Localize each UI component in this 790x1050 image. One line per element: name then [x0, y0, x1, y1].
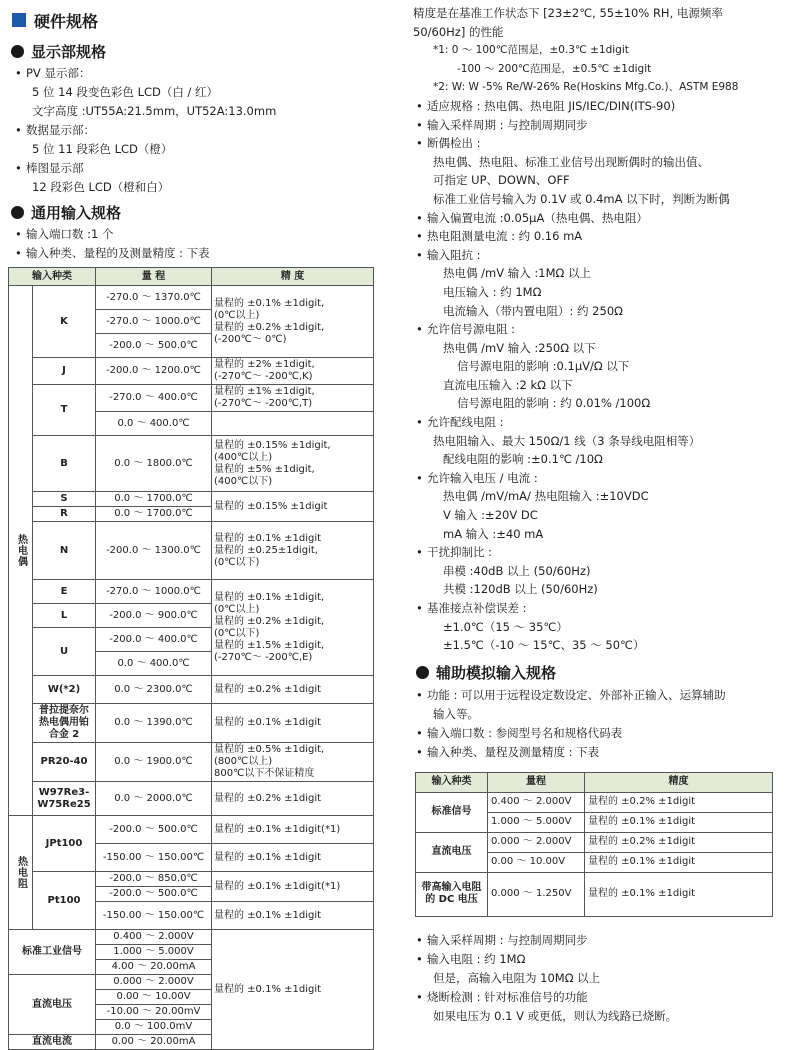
accuracy-cell: 量程的 ±0.1% ±1digit 量程的 ±0.25±1digit, (0℃以下) — [212, 522, 374, 580]
text-line: 文字高度 :UT55A:21.5mm，UT52A:13.0mm — [32, 104, 277, 118]
accuracy-cell: 量程的 ±0.1% ±1digit(*1) — [212, 816, 374, 844]
bullet-item: • 适应规格 : 热电偶、热电阻 JIS/IEC/DIN(ITS-90) — [413, 97, 785, 116]
range-cell: -270.0 ～ 1370.0℃ — [96, 286, 212, 310]
accuracy-cell: 量程的 ±0.2% ±1digit — [585, 832, 773, 852]
range-cell: -200.0 ～ 500.0℃ — [96, 887, 212, 902]
type-cell: T — [33, 385, 96, 436]
range-cell: 0.0 ～ 2300.0℃ — [96, 676, 212, 704]
accuracy-cell: 量程的 ±0.1% ±1digit — [212, 844, 374, 872]
table-row — [9, 580, 374, 604]
bullet-item: • 烧断检测 : 针对标准信号的功能 — [413, 988, 785, 1007]
bullet-item: • 基准接点补偿误差 : — [413, 599, 785, 618]
accuracy-cell: 量程的 ±2% ±1digit, (-270℃～ -200℃,K) — [212, 358, 374, 385]
type-cell: B — [33, 436, 96, 492]
group-cell: 热电阻 — [9, 816, 33, 930]
bullet-item: • 热电阻测量电流 : 约 0.16 mA — [413, 227, 785, 246]
type-cell: E — [33, 580, 96, 604]
text-line: *1: 0 ～ 100℃范围是，±0.3℃ ±1digit — [433, 44, 629, 57]
range-cell: 0.0 ～ 400.0℃ — [96, 412, 212, 436]
bullet-item: • 断偶检出 : — [413, 134, 785, 153]
bullet-item: • 输入采样周期 : 与控制周期同步 — [413, 116, 785, 135]
range-cell: -270.0 ～ 1000.0℃ — [96, 310, 212, 334]
bullet-item: • 输入偏置电流 :0.05μA（热电偶、热电阻） — [413, 209, 785, 228]
text-line: mA 输入 :±40 mA — [443, 526, 544, 541]
accuracy-cell: 量程的 ±0.5% ±1digit, (800℃以上) 800℃以下不保证精度 — [212, 743, 374, 782]
range-cell: -200.0 ～ 500.0℃ — [96, 816, 212, 844]
hardware-title: 硬件规格 — [34, 11, 99, 31]
type-cell: U — [33, 628, 96, 676]
bullet-item: • 输入电阻 : 约 1MΩ — [413, 950, 785, 969]
range-cell: -270.0 ～ 1000.0℃ — [96, 580, 212, 604]
text-line: 标准工业信号输入为 0.1V 或 0.4mA 以下时，判断为断偶 — [433, 191, 730, 206]
aux-input-list-2 — [413, 931, 785, 1026]
bullet-item: • 输入种类、量程及测量精度 : 下表 — [413, 743, 785, 762]
accuracy-cell: 量程的 ±0.1% ±1digit — [212, 930, 374, 1050]
type-cell: Pt100 — [33, 872, 96, 930]
table-row — [9, 385, 374, 412]
circle-bullet-icon — [11, 206, 24, 219]
text-line: ±1.0℃（15 ～ 35℃） — [443, 619, 568, 634]
range-cell: 0.000 ～ 2.000V — [488, 832, 585, 852]
text-line: 5 位 11 段彩色 LCD（橙） — [32, 142, 173, 156]
circle-bullet-icon — [11, 45, 24, 58]
range-cell: -200.0 ～ 850.0℃ — [96, 872, 212, 887]
text-line: 电压输入 : 约 1MΩ — [443, 284, 542, 299]
general-input-list — [12, 225, 404, 263]
text-line: 信号源电阻的影响 : 约 0.01% /100Ω — [457, 396, 651, 411]
accuracy-cell: 量程的 ±0.1% ±1digit, (0℃以上) 量程的 ±0.2% ±1digit, (0℃以下) 量程的 ±1.5% ±1digit, (-270℃～ -200℃,E) — [212, 580, 374, 676]
range-cell: 0.0 ～ 1700.0℃ — [96, 507, 212, 522]
text-line: *2: W: W -5% Re/W-26% Re(Hoskins Mfg.Co.)、ASTM E988 — [433, 81, 739, 94]
bullet-item: • 输入采样周期 : 与控制周期同步 — [413, 931, 785, 950]
bullet-item: • 输入端口数 :1 个 — [12, 225, 404, 244]
group-cell: 直流电压 — [9, 975, 96, 1035]
range-cell: 0.00 ～ 10.00V — [488, 852, 585, 872]
type-cell: J — [33, 358, 96, 385]
range-cell: 0.0 ～ 1800.0℃ — [96, 436, 212, 492]
table-row — [9, 930, 374, 945]
accuracy-cell: 量程的 ±0.1% ±1digit — [212, 902, 374, 930]
accuracy-cell: 量程的 ±0.1% ±1digit — [212, 704, 374, 743]
text-line: 直流电压输入 :2 kΩ 以下 — [443, 377, 573, 392]
table-row — [9, 872, 374, 887]
table-row — [9, 522, 374, 580]
text-line: -100 ～ 200℃范围是，±0.5℃ ±1digit — [457, 62, 652, 75]
text-line: V 输入 :±20V DC — [443, 508, 538, 523]
range-cell: -150.00 ～ 150.00℃ — [96, 844, 212, 872]
accuracy-cell: 量程的 ±0.15% ±1digit — [212, 492, 374, 522]
table-row — [416, 792, 773, 812]
accuracy-cell: 量程的 ±0.1% ±1digit, (0℃以上) 量程的 ±0.2% ±1digit, (-200℃～ 0℃) — [212, 286, 374, 358]
range-cell: -150.00 ～ 150.00℃ — [96, 902, 212, 930]
table-row — [9, 358, 374, 385]
bullet-item: • 棒图显示部 — [12, 159, 404, 178]
table-row — [416, 872, 773, 916]
text-line: 热电偶 /mV 输入 :250Ω 以下 — [443, 340, 596, 355]
range-cell: 1.000 ～ 5.000V — [96, 945, 212, 960]
table-row — [9, 436, 374, 492]
text-line: 输入等。 — [433, 706, 479, 721]
range-cell: 0.000 ～ 2.000V — [96, 975, 212, 990]
aux-input-title: 辅助模拟输入规格 — [436, 664, 557, 683]
header-input-type: 输入种类 — [9, 268, 96, 286]
type-cell: JPt100 — [33, 816, 96, 872]
range-cell: 0.00 ～ 10.00V — [96, 990, 212, 1005]
table-header-row — [416, 772, 773, 792]
type-cell: 带高输入电阻的 DC 电压 — [416, 872, 488, 916]
accuracy-cell: 量程的 ±0.15% ±1digit, (400℃以上) 量程的 ±5% ±1digit, (400℃以下) — [212, 436, 374, 492]
text-line: 精度是在基准工作状态下 [23±2℃, 55±10% RH, 电源频率 — [413, 6, 723, 20]
range-cell: -200.0 ～ 500.0℃ — [96, 334, 212, 358]
bullet-item: • 干扰抑制比 : — [413, 543, 785, 562]
accuracy-notes-list — [413, 4, 785, 655]
type-cell: S — [33, 492, 96, 507]
circle-bullet-icon — [416, 666, 429, 679]
accuracy-cell: 量程的 ±0.1% ±1digit(*1) — [212, 872, 374, 902]
table-row — [9, 816, 374, 844]
accuracy-cell: 量程的 ±0.2% ±1digit — [212, 676, 374, 704]
range-cell: 0.0 ～ 1900.0℃ — [96, 743, 212, 782]
text-line: 热电偶 /mV/mA/ 热电阻输入 :±10VDC — [443, 489, 649, 504]
range-cell: -200.0 ～ 1300.0℃ — [96, 522, 212, 580]
text-line: 5 位 14 段变色彩色 LCD（白 / 红） — [32, 85, 219, 99]
group-cell: 标准工业信号 — [9, 930, 96, 975]
range-cell: 1.000 ～ 5.000V — [488, 812, 585, 832]
text-line: 热电偶 /mV 输入 :1MΩ 以上 — [443, 266, 591, 281]
range-cell: 0.000 ～ 1.250V — [488, 872, 585, 916]
type-cell: PR20-40 — [33, 743, 96, 782]
display-spec-list — [12, 64, 404, 197]
range-cell: 0.400 ～ 2.000V — [96, 930, 212, 945]
header-cell: 量程 — [488, 772, 585, 792]
range-cell: 0.0 ～ 2000.0℃ — [96, 782, 212, 816]
hardware-section-heading — [8, 6, 404, 34]
range-cell: 0.0 ～ 400.0℃ — [96, 652, 212, 676]
text-line: 共模 :120dB 以上 (50/60Hz) — [443, 582, 598, 597]
type-cell: K — [33, 286, 96, 358]
range-cell: -200.0 ～ 400.0℃ — [96, 628, 212, 652]
accuracy-cell — [212, 412, 374, 436]
header-accuracy: 精 度 — [212, 268, 374, 286]
accuracy-cell: 量程的 ±0.2% ±1digit — [585, 792, 773, 812]
display-section-heading — [8, 38, 404, 64]
text-line: 50/60Hz] 的性能 — [413, 24, 504, 39]
group-cell: 热电偶 — [9, 286, 33, 816]
bullet-item: • 输入种类、量程的及测量精度 : 下表 — [12, 244, 404, 263]
table-row — [416, 832, 773, 852]
bullet-item: • 允许信号源电阻 : — [413, 320, 785, 339]
text-line: ±1.5℃（-10 ～ 15℃、35 ～ 50℃） — [443, 638, 645, 653]
accuracy-cell: 量程的 ±0.1% ±1digit — [585, 812, 773, 832]
range-cell: 0.0 ～ 1700.0℃ — [96, 492, 212, 507]
accuracy-cell: 量程的 ±0.1% ±1digit — [585, 872, 773, 916]
type-cell: R — [33, 507, 96, 522]
range-cell: -270.0 ～ 400.0℃ — [96, 385, 212, 412]
bullet-item: • 输入端口数 : 参阅型号名和规格代码表 — [413, 724, 785, 743]
general-input-heading — [8, 199, 404, 225]
aux-input-list — [413, 686, 785, 762]
text-line: 热电偶、热电阻、标准工业信号出现断偶时的输出值、 — [433, 154, 709, 169]
range-cell: 0.00 ～ 20.00mA — [96, 1035, 212, 1050]
accuracy-cell: 量程的 ±0.1% ±1digit — [585, 852, 773, 872]
accuracy-cell: 量程的 ±0.2% ±1digit — [212, 782, 374, 816]
type-cell: 普拉提奈尔热电偶用铂合金 2 — [33, 704, 96, 743]
bullet-item: • 数据显示部： — [12, 121, 404, 140]
table-row — [9, 286, 374, 310]
type-cell: 标准信号 — [416, 792, 488, 832]
type-cell: W(*2) — [33, 676, 96, 704]
display-title: 显示部规格 — [31, 42, 107, 61]
text-line: 信号源电阻的影响 :0.1μV/Ω 以下 — [457, 359, 630, 374]
table-row — [9, 743, 374, 782]
text-line: 配线电阻的影响 :±0.1℃ /10Ω — [443, 452, 603, 467]
text-line: 12 段彩色 LCD（橙和白） — [32, 180, 170, 194]
range-cell: 0.0 ～ 1390.0℃ — [96, 704, 212, 743]
text-line: 热电阻输入、最大 150Ω/1 线（3 条导线电阻相等） — [433, 433, 701, 448]
group-cell: 直流电流 — [9, 1035, 96, 1050]
type-cell: W97Re3-W75Re25 — [33, 782, 96, 816]
table-row — [9, 782, 374, 816]
bullet-item: • PV 显示部： — [12, 64, 404, 83]
text-line: 但是，高输入电阻为 10MΩ 以上 — [433, 970, 601, 985]
type-cell: N — [33, 522, 96, 580]
table-row — [9, 704, 374, 743]
bullet-item: • 输入阻抗 : — [413, 246, 785, 265]
text-line: 电流输入（带内置电阻）: 约 250Ω — [443, 303, 623, 318]
table-row — [9, 676, 374, 704]
table-header-row — [9, 268, 374, 286]
header-cell: 输入种类 — [416, 772, 488, 792]
left-column — [8, 0, 404, 1050]
header-cell: 精度 — [585, 772, 773, 792]
range-cell: 4.00 ～ 20.00mA — [96, 960, 212, 975]
table-row — [9, 492, 374, 507]
type-cell: L — [33, 604, 96, 628]
range-cell: -200.0 ～ 900.0℃ — [96, 604, 212, 628]
text-line: 可指定 UP、DOWN、OFF — [433, 173, 570, 188]
type-cell: 直流电压 — [416, 832, 488, 872]
header-range: 量 程 — [96, 268, 212, 286]
text-line: 串模 :40dB 以上 (50/60Hz) — [443, 563, 591, 578]
aux-input-table — [415, 772, 773, 917]
input-range-accuracy-table — [8, 267, 374, 1050]
range-cell: 0.0 ～ 100.0mV — [96, 1020, 212, 1035]
right-column — [413, 0, 785, 1026]
square-bullet-icon — [12, 13, 26, 27]
bullet-item: • 允许输入电压 / 电流 : — [413, 469, 785, 488]
accuracy-cell: 量程的 ±1% ±1digit, (-270℃～ -200℃,T) — [212, 385, 374, 412]
range-cell: -200.0 ～ 1200.0℃ — [96, 358, 212, 385]
range-cell: -10.00 ～ 20.00mV — [96, 1005, 212, 1020]
text-line: 如果电压为 0.1 V 或更低，则认为线路已烧断。 — [433, 1008, 678, 1023]
aux-input-heading — [413, 660, 785, 686]
bullet-item: • 功能 : 可以用于远程设定数设定、外部补正输入、运算辅助 — [413, 686, 785, 705]
bullet-item: • 允许配线电阻 : — [413, 413, 785, 432]
general-input-title: 通用输入规格 — [31, 203, 122, 222]
range-cell: 0.400 ～ 2.000V — [488, 792, 585, 812]
